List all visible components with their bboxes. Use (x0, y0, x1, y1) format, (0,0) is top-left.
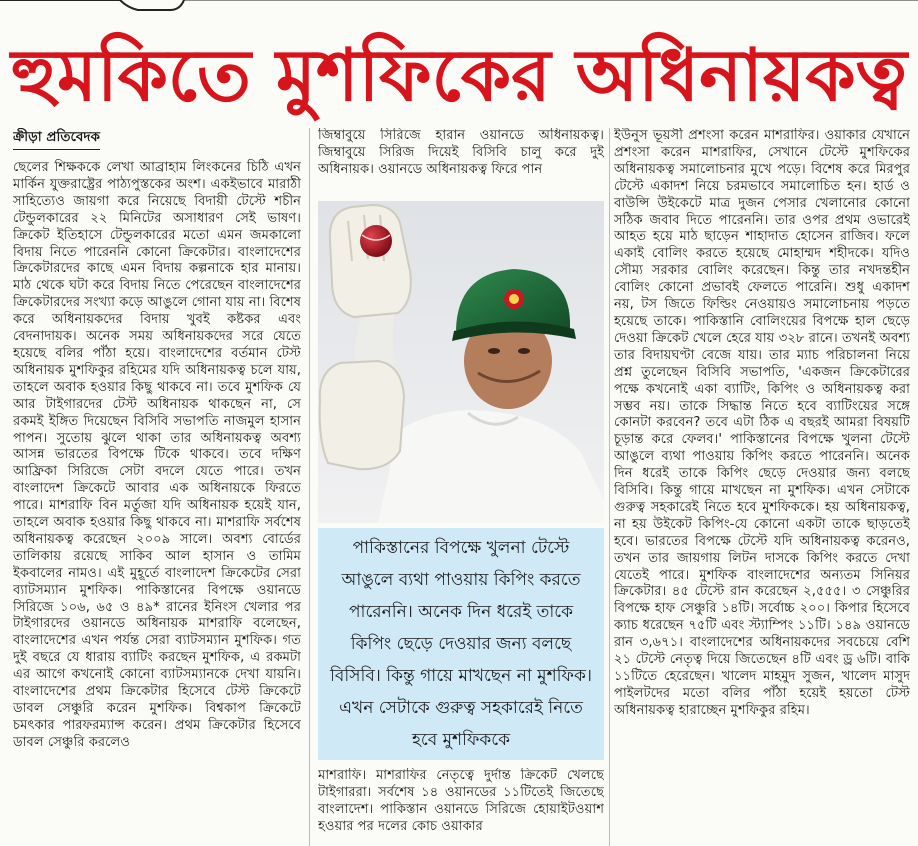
article-text: জিম্বাবুয়ে সিরিজে হারান ওয়ানডে অধিনায়কত্ব। জিম্বাবুয়ে সিরিজ দিয়েই বিসিবি চালু করে দুই অধিনায়ক। ওয়ানডে অধিনায়কত্ব ফিরে পান (318, 128, 604, 177)
article-text: ছেলের শিক্ষককে লেখা আব্রাহাম লিংকনের চিঠি এখন মার্কিন যুক্তরাষ্ট্রের পাঠ্যপুস্তকের অংশ। একইভাবে মারাঠী সাহিত্যেও জায়গা করে নিয়েছে বিদায়ী টেস্টে শচীন টেন্ডুলকারের ২২ মিনিটের অসাধারণ সেই ভাষণ। ক্রিকেট ইতিহাসে টেন্ডুলকারের মতো এমন জমকালো বিদায় নিতে পারেননি কোনো ক্রিকেটার। বাংলাদেশের ক্রিকেটারদের কাছে এমন বিদায় কল্পনাকে হার মানায়। মাঠ থেকে ঘটা করে বিদায় নিতে পেরেছেন বাংলাদেশের ক্রিকেটারদের সংখ্যা কড়ে আঙুলে গোনা যায় না। বিশেষ করে অধিনায়কদের বিদায় খুবই কষ্টকর এবং বেদনাদায়ক। অনেক সময় অধিনায়কদের সরে যেতে হয়েছে বলির পাঁঠা হয়ে। বাংলাদেশের বর্তমান টেস্ট অধিনায়ক মুশফিকুর রহিমের যদি অধিনায়কত্ব চলে যায়, তাহলে অবাক হওয়ার কিছু থাকবে না। তবে মুশফিক যে আর টাইগারদের টেস্ট অধিনায়ক থাকছেন না, সে রকমই ইঙ্গিত দিয়েছেন বিসিবি সভাপতি নাজমুল হাসান পাপন। সুতোয় ঝুলে থাকা তার অধিনায়কত্ব অবশ্য আসন্ন ভারতের বিপক্ষে টিকে থাকবে। তবে দক্ষিণ আফ্রিকা সিরিজে সেটা বদলে যেতে পারে। তখন বাংলাদেশ ক্রিকেটে আবার এক অধিনায়কে ফিরতে পারে। মাশরাফি বিন মর্তুজা যদি অধিনায়ক হয়েই যান, তাহলে অবাক হওয়ার কিছু থাকবে না। মাশরাফি সর্বশেষ অধিনায়কত্ব করেছেন ২০০৯ সালে। অবশ্য বোর্ডের তালিকায় রয়েছে সাকিব আল হাসান ও তামিম ইকবালের নামও। এই মুহূর্তে বাংলাদেশ ক্রিকেটের সেরা ব্যাটসম্যান মুশফিক। পাকিস্তানের বিপক্ষে ওয়ানডে সিরিজে ১০৬, ৬৫ ও ৪৯* রানের ইনিংস খেলার পর টাইগারদের ওয়ানডে অধিনায়ক মাশরাফি বলেছেন, বাংলাদেশের এখন পর্যন্ত সেরা ব্যাটসম্যান মুশফিক। গত দুই বছরে যে ধারায় ব্যাটিং করছেন মুশফিক, এ রকমটা এর আগে কখনোই কোনো ব্যাটসম্যানকে দেখা যায়নি। বাংলাদেশের প্রথম ক্রিকেটার হিসেবে টেস্ট ক্রিকেটে ডাবল সেঞ্চুরি করেন মুশফিক। বিশ্বকাপ ক্রিকেটে চমৎকার পারফরম্যান্স করেন। প্রথম ক্রিকেটার হিসেবে ডাবল সেঞ্চুরি করলেও (13, 160, 301, 750)
article-column-2-bottom (318, 768, 604, 846)
byline: ক্রীড়া প্রতিবেদক (13, 128, 100, 150)
article-text: ইউনুস ভূয়সী প্রশংসা করেন মাশরাফির। ওয়াকার যেখানে প্রশংসা করেন মাশরাফির, সেখানে টেস্টে মুশফিকের অধিনায়কত্ব সমালোচনার মুখে পড়ে। বিশেষ করে মিরপুর টেস্টে একাদশ নিয়ে চরমভাবে সমালোচিত হন। হার্ড ও বাউন্সি উইকেটে মাত্র দুজন পেসার খেলানোর কোনো সঠিক জবাব দিতে পারেননি। তার ওপর প্রথম ওভারেই আহত হয়ে মাঠ ছাড়েন শাহাদাত হোসেন রাজিব। ফলে একাই বোলিং করতে হয়েছে মোহাম্মদ শহীদকে। যদিও সৌম্য সরকার বোলিং করেছেন। কিন্তু তার নখদন্তহীন বোলিং কোনো প্রভাবই ফেলতে পারেনি। শুধু একাদশ নয়, টস জিতে ফিল্ডিং নেওয়ায়ও সমালোচনায় পড়তে হয়েছে তাকে। পাকিস্তানি বোলিংয়ের বিপক্ষে হাল ছেড়ে দেওয়া ক্রিকেট খেলে হেরে যায় ৩২৮ রানে। তখনই অবশ্য তার বিদায়ঘণ্টা বেজে যায়। তার ম্যাচ পরিচালনা নিয়ে প্রশ্ন তুলেছেন বিসিবি সভাপতি, 'একজন ক্রিকেটারের পক্ষে কখনোই একা ব্যাটিং, কিপিং ও অধিনায়কত্ব করা সম্ভব নয়। তাকে সিদ্ধান্ত নিতে হবে ব্যাটিংয়ের সঙ্গে কোনটা করবেন? তবে এটা ঠিক এ বছরই আমরা বিষয়টি চূড়ান্ত করে ফেলব।' পাকিস্তানের বিপক্ষে খুলনা টেস্টে আঙুলে ব্যথা পাওয়ায় কিপিং করতে পারেননি। অনেক দিন ধরেই তাকে কিপিং ছেড়ে দেওয়ার জন্য বলছে বিসিবি। কিন্তু গায়ে মাখছেন না মুশফিক। এখন সেটাকে গুরুত্ব সহকারেই নিতে হবে মুশফিককে। হয় অধিনায়কত্ব, না হয় উইকেট কিপিং-যে কোনো একটা তাকে ছাড়তেই হবে। ভারতের বিপক্ষে টেস্টে যদি অধিনায়কত্ব করেনও, তখন তার জায়গায় লিটন দাসকে কিপিং করতে দেখা যেতেই পারে। মুশফিক বাংলাদেশের অন্যতম সিনিয়র ক্রিকেটার। ৪৫ টেস্টে রান করেছেন ২,৫৫৫। ৩ সেঞ্চুরির বিপক্ষে হাফ সেঞ্চুরি ১৪টি। সর্বোচ্চ ২০০। কিপার হিসেবে ক্যাচ ধরেছেন ৭৫টি এবং স্ট্যাম্পিং ১১টি। ১৪৯ ওয়ানডে রান ৩,৬৭১। বাংলাদেশের অধিনায়কদের সবচেয়ে বেশি ২১ টেস্টে নেতৃত্ব দিয়ে জিতেছেন ৪টি এবং ড্র ৬টি। বাকি ১১টিতে হেরেছেন। খালেদ মাহমুদ সুজন, খালেদ মাসুদ পাইলটদের মতো বলির পাঁঠা হয়েই হয়তো টেস্ট অধিনায়কত্ব হারাচ্ছেন মুশফিকুর রহিম। (614, 128, 910, 718)
article-text: মাশরাফি। মাশরাফির নেতৃত্বে দুর্দান্ত ক্রিকেট খেলছে টাইগাররা। সর্বশেষ ১৪ ওয়ানডের ১১টিতেই জিতেছে বাংলাদেশ। পাকিস্তান ওয়ানডে সিরিজে হোয়াইটওয়াশ হওয়ার পর দলের কোচ ওয়াকার (318, 768, 604, 834)
pull-quote: পাকিস্তানের বিপক্ষে খুলনা টেস্টে আঙুলে ব্যথা পাওয়ায় কিপিং করতে পারেননি। অনেক দিন ধরেই তাকে কিপিং ছেড়ে দেওয়ার জন্য বলছে বিসিবি। কিন্তু গায়ে মাখছেন না মুশফিক। এখন সেটাকে গুরুত্ব সহকারেই নিতে হবে মুশফিককে (318, 528, 604, 760)
article-column-2-top (318, 128, 604, 198)
top-decorative-strip (0, 0, 918, 12)
player-photo (318, 201, 604, 523)
column-divider (309, 128, 310, 846)
headline: হুমকিতে মুশফিকের অধিনায়কত্ব (11, 33, 907, 117)
wicketkeeper-image (318, 201, 604, 523)
article-column-3 (614, 128, 910, 846)
article-column-1 (13, 128, 301, 846)
column-divider (609, 128, 610, 846)
